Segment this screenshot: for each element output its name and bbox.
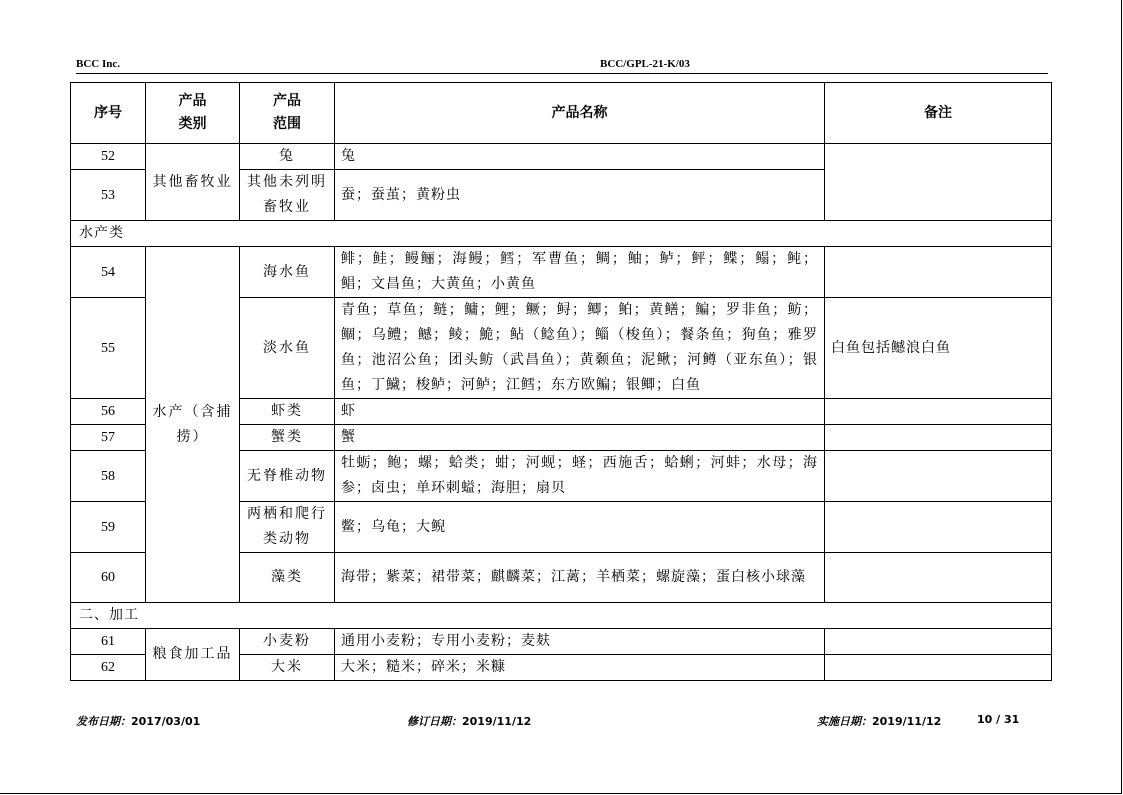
- row-scope: 小麦粉: [240, 629, 335, 655]
- footer-issue-label: 发布日期：: [76, 715, 131, 728]
- row-category: 其他畜牧业: [146, 144, 240, 221]
- row-note: [825, 247, 1052, 298]
- header-doc-code: BCC/GPL-21-K/03: [600, 58, 690, 70]
- col-header-scope: [240, 83, 335, 144]
- col-header-note: 备注: [825, 83, 1052, 144]
- header-rule: [76, 73, 1048, 74]
- row-note: [825, 451, 1052, 502]
- row-note: [825, 553, 1052, 603]
- section-title-processing: 二、加工: [71, 603, 1052, 629]
- row-note: [825, 399, 1052, 425]
- table-row: [71, 247, 1052, 298]
- row-scope: 无脊椎动物: [240, 451, 335, 502]
- row-scope: 其他未列明畜牧业: [240, 170, 335, 221]
- row-product-name: 海带；紫菜；裙带菜；麒麟菜；江蓠；羊栖菜；螺旋藻；蛋白核小球藻: [335, 553, 825, 603]
- footer-revise-label: 修订日期：: [407, 715, 462, 728]
- section-row: [71, 221, 1052, 247]
- table-row: [71, 144, 1052, 170]
- row-scope: 蟹类: [240, 425, 335, 451]
- row-product-name: 通用小麦粉；专用小麦粉；麦麸: [335, 629, 825, 655]
- row-scope: 虾类: [240, 399, 335, 425]
- row-no: 55: [71, 298, 146, 399]
- row-product-name: 牡蛎；鲍；螺；蛤类；蚶；河蚬；蛏；西施舌；蛤蜊；河蚌；水母；海参；卤虫；单环刺螠；海胆；扇贝: [335, 451, 825, 502]
- col-header-scope-line2: 范围: [273, 116, 301, 132]
- row-scope: 两栖和爬行类动物: [240, 502, 335, 553]
- row-no: 61: [71, 629, 146, 655]
- section-title-aquatic: 水产类: [71, 221, 1052, 247]
- col-header-no: 序号: [71, 83, 146, 144]
- row-scope: 藻类: [240, 553, 335, 603]
- footer-effective-date: [817, 713, 941, 729]
- row-no: 52: [71, 144, 146, 170]
- col-header-scope-line1: 产品: [273, 93, 301, 109]
- row-scope: 大米: [240, 655, 335, 681]
- row-note: 白鱼包括鳡浪白鱼: [825, 298, 1052, 399]
- footer-revise-value: 2019/11/12: [462, 715, 532, 728]
- col-header-category-line2: 类别: [178, 116, 207, 132]
- row-category: 粮食加工品: [146, 629, 240, 681]
- footer-revise-date: [407, 713, 531, 729]
- row-product-name: 鲱；鲑；鳗鲡；海鳗；鳕；军曹鱼；鲷；鲉；鲈；鲆；鲽；鳎；鲀；鲳；文昌鱼；大黄鱼；小黄鱼: [335, 247, 825, 298]
- row-scope: 兔: [240, 144, 335, 170]
- col-header-category: [146, 83, 240, 144]
- row-no: 56: [71, 399, 146, 425]
- row-product-name: 青鱼；草鱼；鲢；鳙；鲤；鳜；鲟；鲫；鲌；黄鳝；鳊；罗非鱼；鲂；鲴；乌鳢；鳡；鲮；鮠；鲇（鲶鱼）；鲻（梭鱼）；餐条鱼；狗鱼；雅罗鱼；池沼公鱼；团头鲂（武昌鱼）；黄颡鱼；泥鳅；河鳟（亚东鱼）；银鱼；丁鱥；梭鲈；河鲈；江鳕；东方欧鳊；银鲫；白鱼: [335, 298, 825, 399]
- row-note: [825, 655, 1052, 681]
- row-note: [825, 144, 1052, 221]
- row-scope: 海水鱼: [240, 247, 335, 298]
- footer-issue-date: [76, 713, 200, 729]
- col-header-name: 产品名称: [335, 83, 825, 144]
- row-note: [825, 502, 1052, 553]
- header-company: BCC Inc.: [76, 58, 121, 70]
- row-no: 62: [71, 655, 146, 681]
- row-product-name: 蟹: [335, 425, 825, 451]
- row-product-name: 大米；糙米；碎米；米糠: [335, 655, 825, 681]
- row-no: 60: [71, 553, 146, 603]
- col-header-category-line1: 产品: [178, 93, 207, 109]
- section-row: [71, 603, 1052, 629]
- footer-issue-value: 2017/03/01: [131, 715, 201, 728]
- row-product-name: 鳖；乌龟；大鲵: [335, 502, 825, 553]
- product-table: [70, 82, 1052, 681]
- row-note: [825, 629, 1052, 655]
- row-no: 57: [71, 425, 146, 451]
- row-product-name: 蚕；蚕茧；黄粉虫: [335, 170, 825, 221]
- row-no: 58: [71, 451, 146, 502]
- footer-effective-value: 2019/11/12: [872, 715, 942, 728]
- footer-effective-label: 实施日期：: [817, 715, 872, 728]
- row-note: [825, 425, 1052, 451]
- row-no: 59: [71, 502, 146, 553]
- row-category: 水产（含捕捞）: [146, 247, 240, 603]
- row-product-name: 兔: [335, 144, 825, 170]
- row-no: 53: [71, 170, 146, 221]
- table-header-row: [71, 83, 1052, 144]
- footer-page-number: 10 / 31: [977, 713, 1020, 726]
- row-scope: 淡水鱼: [240, 298, 335, 399]
- table-row: [71, 629, 1052, 655]
- row-no: 54: [71, 247, 146, 298]
- row-product-name: 虾: [335, 399, 825, 425]
